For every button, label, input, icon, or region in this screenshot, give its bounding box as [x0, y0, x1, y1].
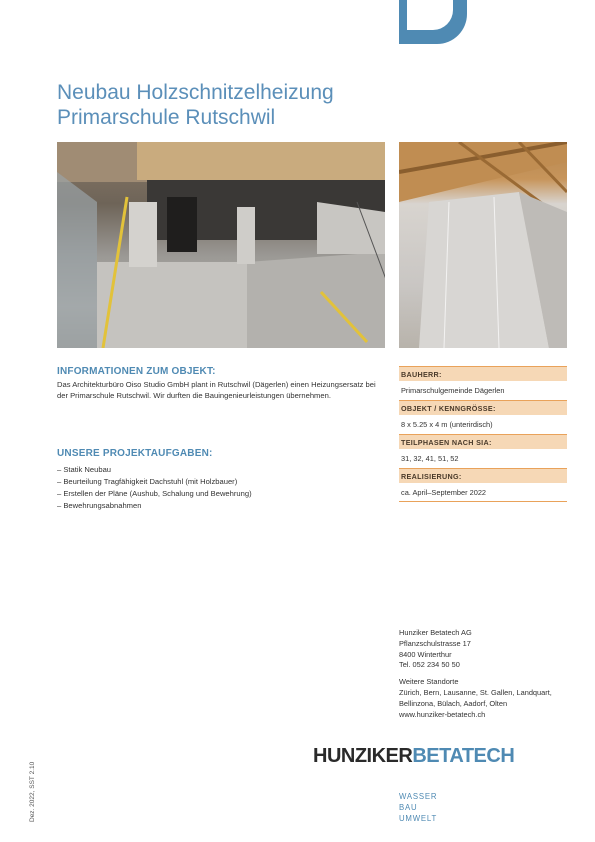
tagline-environment: UMWELT — [399, 814, 438, 823]
fact-label-size: OBJEKT / KENNGRÖSSE: — [399, 400, 567, 415]
page-title — [57, 80, 397, 130]
tasks-heading: UNSERE PROJEKTAUFGABEN: — [57, 448, 213, 459]
locations-heading: Weitere Standorte — [399, 677, 459, 687]
title-line-2: Primarschule Rutschwil — [57, 106, 276, 129]
tagline-water: WASSER — [399, 792, 438, 801]
logo-part-2: BETATECH — [412, 745, 515, 767]
list-item: – Statik Neubau — [57, 465, 112, 474]
construction-site-photo — [57, 142, 385, 348]
fact-value-client: Primarschulgemeinde Dägerlen — [401, 386, 505, 395]
roof-structure-photo — [399, 142, 567, 348]
info-heading: INFORMATIONEN ZUM OBJEKT: — [57, 366, 216, 377]
company-phone: Tel. 052 234 50 50 — [399, 660, 460, 670]
document-reference: Dez. 2022, SST 2.10 — [29, 761, 36, 822]
fact-value-phases: 31, 32, 41, 51, 52 — [401, 454, 459, 463]
company-website: www.hunziker-betatech.ch — [399, 709, 486, 719]
locations-line-1: Zürich, Bern, Lausanne, St. Gallen, Landquart, — [399, 687, 552, 697]
fact-label-phases: TEILPHASEN NACH SIA: — [399, 434, 567, 449]
company-street: Pflanzschulstrasse 17 — [399, 638, 471, 648]
fact-label-client: BAUHERR: — [399, 366, 567, 381]
fact-label-realisation: REALISIERUNG: — [399, 468, 567, 483]
logo-part-1: HUNZIKER — [313, 745, 413, 767]
tagline — [399, 791, 437, 824]
list-item: – Bewehrungsabnahmen — [57, 501, 142, 510]
title-line-1: Neubau Holzschnitzelheizung — [57, 81, 334, 104]
tasks-list — [57, 464, 385, 512]
company-name: Hunziker Betatech AG — [399, 628, 472, 637]
construction-site-illustration — [57, 142, 385, 348]
info-text: Das Architekturbüro Oiso Studio GmbH plant in Rutschwil (Dägerlen) einen Heizungsersatz bei der Primarschule Rutschwil. Wir durften die Bauingenieurleistungen übernehmen. — [57, 380, 376, 400]
list-item: – Beurteilung Tragfähigkeit Dachstuhl (mit Holzbauer) — [57, 477, 238, 486]
locations-line-2: Bellinzona, Bülach, Aadorf, Olten — [399, 698, 508, 708]
company-address — [399, 628, 589, 720]
company-logo — [313, 745, 514, 769]
tagline-building: BAU — [399, 803, 418, 812]
fact-value-size: 8 x 5.25 x 4 m (unterirdisch) — [401, 420, 493, 429]
company-city: 8400 Winterthur — [399, 649, 452, 659]
list-item: – Erstellen der Pläne (Aushub, Schalung und Bewehrung) — [57, 489, 252, 498]
project-facts — [399, 366, 567, 502]
brand-mark — [399, 0, 467, 44]
roof-structure-illustration — [399, 142, 567, 348]
fact-value-realisation: ca. April–September 2022 — [399, 483, 567, 502]
